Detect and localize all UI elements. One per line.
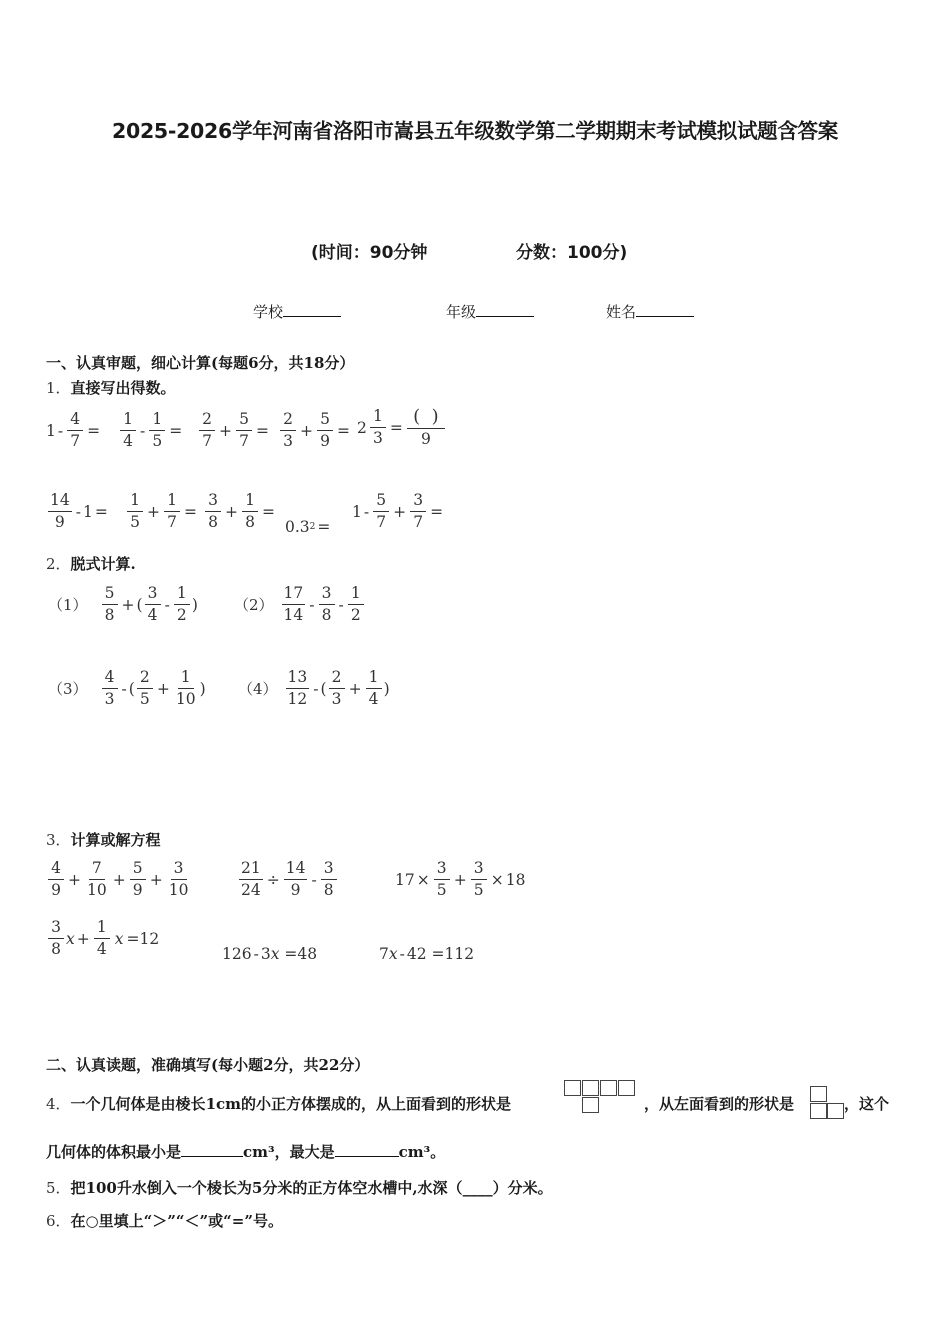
q1-text: 直接写出得数。: [70, 379, 176, 397]
q3-item-2: $\frac{21}{24}$ ÷ $\frac{14}{9}$ - 3 8: [237, 861, 339, 898]
name-blank[interactable]: [636, 316, 694, 317]
q1-item-1: 1 - $\frac{4}{7}$ =: [46, 410, 101, 450]
q1-item-6: 14 9 - 1 =: [50, 491, 108, 531]
q4-end: 。: [430, 1143, 446, 1161]
q1-item-2: 1 4 - $\frac{1}{5}$ =: [118, 412, 184, 449]
section1-heading: 一、认真审题，细心计算(每题6分，共18分）: [46, 354, 355, 372]
q2-number: 2．: [46, 555, 71, 573]
q3-item-4: 3 8 x + $\frac{1}{4}$ x =12: [46, 920, 159, 957]
q3-item-1: 4 9 + $\frac{7}{10}$ + $\frac{5}{9}$ + $\frac{3}{10}$: [46, 861, 192, 898]
q4-line1-start: [46, 1093, 511, 1114]
q5-line: [46, 1177, 553, 1198]
page-title: 2025-2026学年河南省洛阳市嵩县五年级数学第二学期期末考试模拟试题含答案: [112, 119, 838, 143]
q5-blank[interactable]: ____: [462, 1179, 493, 1197]
q1-item-8: 3 8 + $\frac{1}{8}$ =: [203, 493, 277, 530]
q4-unit1: cm³: [243, 1143, 275, 1161]
score-info: 分数：100分): [516, 243, 628, 263]
q4-line2: [46, 1141, 445, 1162]
q2-item-2: （2） 17 14 - 3 8 - 1 2: [234, 586, 366, 623]
q4-unit2: cm³: [398, 1143, 431, 1161]
q4-part2: 的小正方体摆成的，从上面看到的形状是: [241, 1095, 512, 1113]
grade-label: 年级: [446, 303, 477, 321]
q2-item-2-label: （2）: [234, 596, 274, 614]
name-label: 姓名: [606, 303, 637, 321]
q1-number: 1．: [46, 379, 71, 397]
top-view-figure: [564, 1080, 638, 1116]
q1-prompt: [46, 377, 176, 398]
q5-bold1: 100: [85, 1179, 117, 1197]
q4-max-blank[interactable]: [335, 1156, 399, 1157]
q3-item-6: 7 x - 42 =112: [379, 945, 475, 963]
q2-item-4: （4） 13 12 - ( 2 3 + $\frac{1}{4}$ ): [238, 668, 390, 708]
q5-part4: ）分米。: [492, 1179, 553, 1197]
left-view-figure: [810, 1086, 846, 1120]
q2-item-1-label: （1）: [48, 596, 88, 614]
grade-blank[interactable]: [476, 316, 534, 317]
q2-text: 脱式计算.: [70, 555, 136, 573]
q4-line2a: 几何体的体积最小是: [46, 1143, 182, 1161]
q4-part4: ，这个: [844, 1095, 890, 1113]
q4-part1: 一个几何体是由棱长: [70, 1095, 206, 1113]
q1-item-4: 2 3 + $\frac{5}{9}$ =: [278, 412, 352, 449]
q1-item-10: 1 - 5 7 + $\frac{3}{7}$ =: [352, 491, 444, 531]
time-info: (时间：90分钟: [311, 243, 428, 263]
q2-prompt: [46, 553, 136, 574]
q1-item-5: 2 $\frac{1}{3}$ = ( ) 9: [357, 408, 447, 448]
q4-bold1: 1cm: [205, 1095, 242, 1113]
q2-item-3: （3） 4 3 - ( 2 5 + $\frac{1}{10}$ ): [48, 668, 206, 708]
q2-item-4-label: （4）: [238, 680, 278, 698]
q5-number: 5．: [46, 1179, 71, 1197]
grade-field[interactable]: [446, 301, 534, 322]
school-field[interactable]: [253, 301, 341, 322]
q5-part3: 分米的正方体空水槽中,水深（: [262, 1179, 463, 1197]
q4-part3: ，从左面看到的形状是: [644, 1095, 795, 1113]
school-label: 学校: [253, 303, 284, 321]
q5-part2: 升水倒入一个棱长为: [116, 1179, 252, 1197]
section2-heading: 二、认真读题，准确填写(每小题2分，共22分）: [46, 1056, 370, 1074]
q4-line1-end: [844, 1093, 889, 1114]
q3-item-3: 17 × $\frac{3}{5}$ + $\frac{3}{5}$ × 18: [395, 859, 526, 899]
q1-item-3: 2 7 + $\frac{5}{7}$ =: [197, 412, 271, 449]
q1-item-9: 0.3 2 =: [285, 518, 331, 536]
school-blank[interactable]: [283, 316, 341, 317]
q6-line: [46, 1210, 283, 1231]
q6-number: 6．: [46, 1212, 71, 1230]
q5-part1: 把: [70, 1179, 86, 1197]
name-field[interactable]: [606, 301, 694, 322]
q2-item-1: （1） 5 8 + ( $\frac{3}{4}$ - 1 2 ): [48, 584, 198, 624]
q3-text: 计算或解方程: [70, 831, 161, 849]
q6-text: 在○里填上“＞”“＜”或“=”号。: [70, 1212, 283, 1230]
q3-number: 3．: [46, 831, 71, 849]
q4-line1-middle: [644, 1093, 794, 1114]
q4-line2b: ，最大是: [274, 1143, 335, 1161]
q4-min-blank[interactable]: [181, 1156, 243, 1157]
q2-item-3-label: （3）: [48, 680, 88, 698]
q1-item-7: 1 5 + $\frac{1}{7}$ =: [125, 493, 199, 530]
q3-prompt: [46, 829, 161, 850]
q4-number: 4．: [46, 1095, 71, 1113]
q5-bold2: 5: [251, 1179, 263, 1197]
q3-item-5: 126 - 3 x =48: [222, 945, 318, 963]
